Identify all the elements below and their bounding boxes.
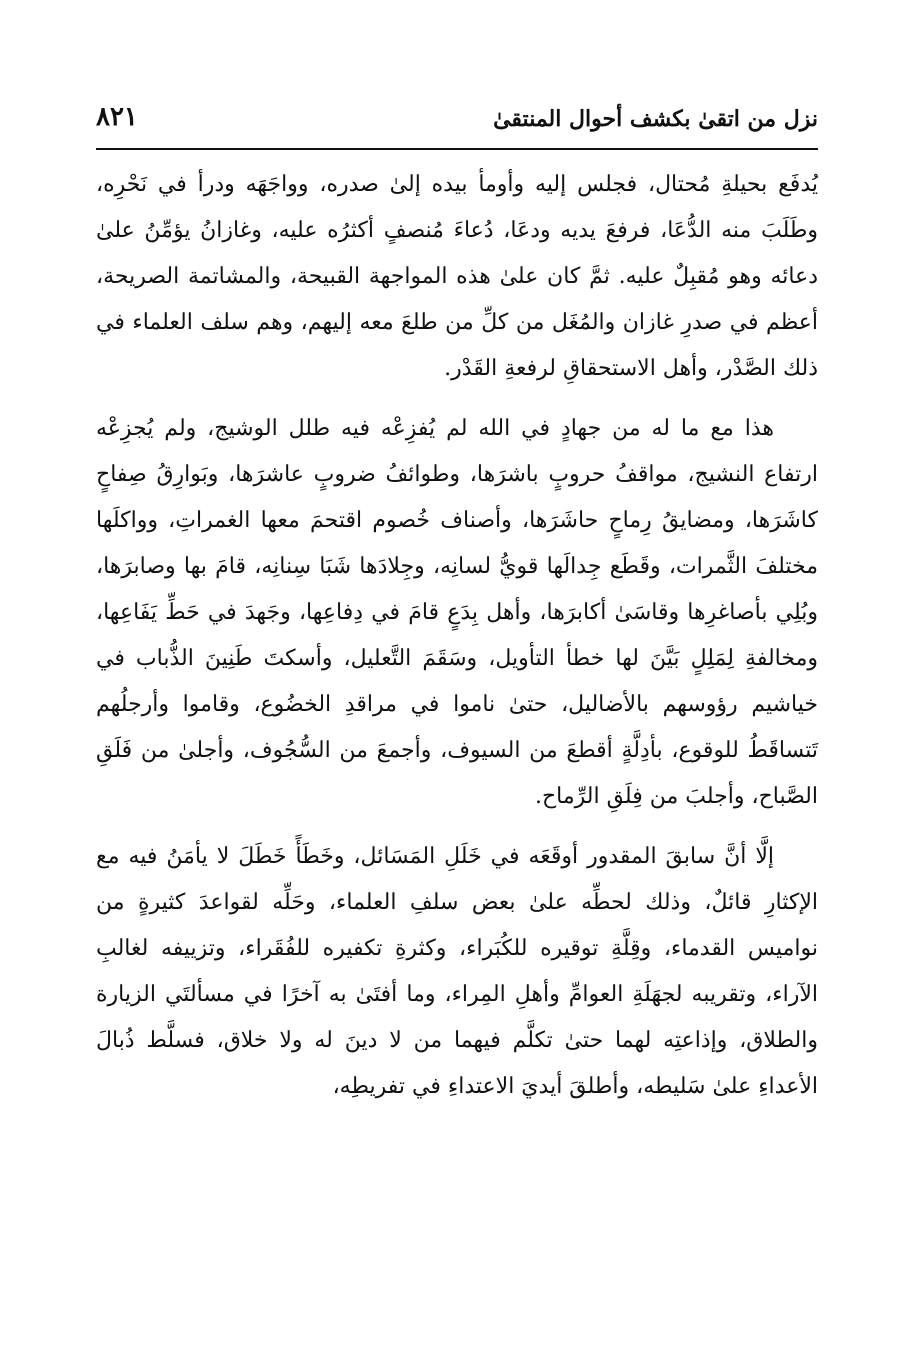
header-divider [96, 148, 818, 150]
paragraph-3: إلَّا أنَّ سابقَ المقدور أوقَعَه في خَلَلِ المَسَائل، وخَطَأً خَطَلَ لا يأمَنُ فيه مع الإكثارِ قائلٌ، وذلك لحطِّه علىٰ بعض سلفِ العلماء، وحَلِّه لقواعدَ كثيرةٍ من نواميس القدماء، وقِلَّةِ توقيره للكُبَراء، وكثرةِ تكفيره للفُقَراء، وتزييفه لغالبِ الآراء، وتقريبه لجهَلَةِ العوامِّ وأهلِ المِراء، وما أفتَىٰ به آخرًا في مسألتَي الزيارة والطلاق، وإذاعتِه لهما حتىٰ تكلَّم فيهما من لا دينَ له ولا خلاق، فسلَّط ذُبالَ الأعداءِ علىٰ سَليطه، وأطلقَ أيديَ الاعتداءِ في تفريطِه، [96, 844, 818, 1099]
page-header [96, 100, 818, 148]
running-title: نزل من اتقىٰ بكشف أحوال المنتقىٰ [493, 106, 818, 132]
paragraph-2: هذا مع ما له من جهادٍ في الله لم يُفزِعْه فيه طلل الوشيج، ولم يُجزِعْه ارتفاع النشيج، مواقفُ حروبٍ باشرَها، وطوائفُ ضروبٍ عاشرَها، وبَوارِقُ صِفاحٍ كاشَرَها، ومضايقُ رِماحٍ حاشَرَها، وأصناف خُصوم اقتحمَ معها الغمراتِ، وواكلَها مختلفَ الثَّمرات، وقَطَع جِدالَها قويُّ لسانِه، وجِلادَها شَبَا سِنانِه، قامَ بها وصابرَها، وبُلِي بأصاغرِها وقاسَىٰ أكابرَها، وأهل بِدَعٍ قامَ في دِفاعِها، وجَهدَ في حَطِّ يَفَاعِها، ومخالفةِ لِمَلِلٍ بَيَّنَ لها خطأ التأويل، وسَقَمَ التَّعليل، وأسكتَ طَنِينَ الذُّباب في خياشيم رؤوسهم بالأضاليل، حتىٰ ناموا في مراقدِ الخضُوع، وقاموا وأرجلُهم تَتساقَطُ للوقوع، بأدِلَّةٍ أقطعَ من السيوف، وأجمعَ من السُّجُوف، وأجلىٰ من فَلَقِ الصَّباح، وأجلبَ من فِلَقِ الرِّماح. [96, 416, 818, 809]
body-text [96, 162, 818, 1110]
paragraph-1: يُدفَع بحيلةِ مُحتال، فجلس إليه وأومأ بيده إلىٰ صدره، وواجَهَه ودرأ في نَحْرِه، وطَلَبَ منه الدُّعَا، فرفعَ يديه ودعَا، دُعاءَ مُنصفٍ أكثرُه عليه، وغازانُ يؤمِّنُ علىٰ دعائه وهو مُقبِلٌ عليه. ثمَّ كان علىٰ هذه المواجهة القبيحة، والمشاتمة الصريحة، أعظم في صدرِ غازان والمُغَل من كلِّ من طلعَ معه إليهم، وهم سلف العلماء في ذلك الصَّدْر، وأهل الاستحقاقِ لرفعةِ القَدْر. [96, 172, 818, 381]
page-number: ٨٢١ [96, 102, 138, 132]
